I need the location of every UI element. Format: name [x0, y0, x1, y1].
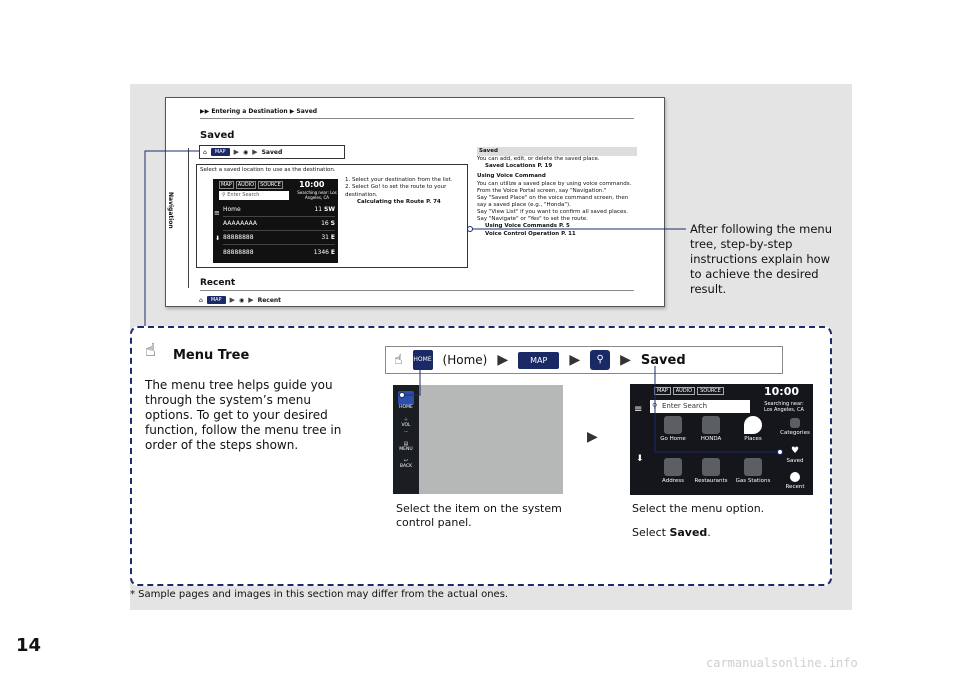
- panel-item: HOME: [399, 405, 413, 410]
- menu-icon[interactable]: ≡: [634, 404, 643, 415]
- side-line: Using Voice Command: [477, 173, 546, 180]
- side-line: Voice Control Operation P. 11: [485, 230, 576, 237]
- step-1: 1. Select your destination from the list.: [345, 177, 453, 183]
- connector-dot: [778, 450, 783, 455]
- sample-title: Saved: [200, 130, 235, 141]
- screen-clock: 10:00: [764, 385, 800, 398]
- side-line: Say "View List" if you want to confirm all saved places.: [477, 209, 628, 216]
- panel-item: VOL: [401, 423, 411, 428]
- home-button-icon: HOME: [413, 350, 433, 370]
- map-chip: MAP: [518, 352, 559, 369]
- tile-label: Address: [662, 478, 684, 484]
- recent-title: Recent: [200, 278, 236, 288]
- side-line: You can utilize a saved place by using voice commands.: [477, 180, 632, 187]
- list-item: Home 11 SW: [223, 203, 335, 217]
- mini-location: Searching near: Los Angeles, CA: [297, 190, 337, 200]
- mini-search-placeholder: Enter Search: [227, 192, 260, 198]
- navigation-icon: ◉: [238, 296, 245, 304]
- side-line: From the Voice Portal screen, say "Navigation.": [477, 187, 607, 194]
- arrow-icon: ▶: [248, 296, 254, 304]
- tile-label: Places: [744, 436, 762, 442]
- home-icon: ⌂: [203, 148, 207, 156]
- pointing-hand-icon: ☝: [145, 340, 156, 361]
- box-title: Select a saved location to use as the destination.: [200, 167, 336, 173]
- map-chip: MAP: [211, 148, 230, 156]
- navigation-icon: ⚲: [590, 350, 610, 370]
- side-line: You can add, edit, or delete the saved place.: [477, 156, 600, 163]
- caption-bold: Saved: [669, 526, 708, 539]
- screen-caption: Select the menu option.: [632, 502, 765, 515]
- tile-label: Restaurants: [694, 478, 728, 484]
- menu-tree-saved: Saved: [640, 352, 686, 368]
- mini-tab: MAP: [221, 182, 232, 188]
- volume-down-icon[interactable]: －: [403, 429, 409, 435]
- tile-label: Gas Stations: [735, 478, 771, 484]
- volume-icon[interactable]: ＋: [403, 417, 409, 423]
- connector-dot: [400, 393, 405, 398]
- connector-dot: [468, 227, 473, 232]
- caption-prefix: Select: [632, 526, 670, 539]
- map-chip: MAP: [207, 296, 226, 304]
- tab-source[interactable]: SOURCE: [697, 387, 724, 395]
- tab-map[interactable]: MAP: [654, 387, 671, 395]
- step-2: 2. Select Go! to set the route to your destination.: [345, 184, 447, 198]
- search-icon: ⚲: [652, 402, 658, 410]
- sample-breadcrumb: ▶▶ Entering a Destination ▶ Saved: [200, 108, 318, 115]
- arrow-icon: ▶: [229, 296, 235, 304]
- pointer-icon: ☝: [394, 352, 403, 368]
- navigation-icon: ◉: [242, 148, 249, 156]
- side-line: Saved Locations P. 19: [485, 163, 553, 170]
- panel-caption: Select the item on the system control panel.: [396, 502, 562, 529]
- menu-tree-description: The menu tree helps guide you through the system’s menu options. To get to your desired function, follow the menu tree in order of the steps shown.: [145, 378, 342, 452]
- menu-icon[interactable]: ▤: [403, 441, 409, 447]
- caption-suffix: .: [707, 526, 711, 539]
- callout-text: After following the menu tree, step-by-step instructions explain how to achieve the desired result.: [690, 222, 833, 296]
- mini-menu-icon: ≡: [214, 209, 220, 217]
- recent-last-item: Recent: [257, 296, 282, 304]
- tile-label: Categories: [780, 430, 810, 436]
- connector-line: [402, 366, 420, 395]
- home-icon: ⌂: [199, 296, 203, 304]
- arrow-icon: ▶: [587, 429, 598, 445]
- tile-label: Go Home: [660, 436, 686, 442]
- footnote: * Sample pages and images in this section may differ from the actual ones.: [130, 589, 509, 600]
- arrow-icon: ▶: [233, 148, 239, 156]
- mini-down-icon: ⬇: [215, 235, 221, 242]
- list-item: 88888888 1346 E: [223, 248, 335, 256]
- tab-audio[interactable]: AUDIO: [673, 387, 695, 395]
- panel-item: BACK: [399, 464, 413, 469]
- tree-last-item: Saved: [261, 148, 283, 156]
- list-item: 88888888 31 E: [223, 231, 335, 245]
- arrow-icon: ▶: [497, 352, 509, 368]
- connector-line: [655, 366, 780, 452]
- home-label: (Home): [442, 353, 488, 367]
- list-item: AAAAAAAA 16 S: [223, 217, 335, 231]
- mini-clock: 10:00: [299, 180, 325, 189]
- watermark: carmanualsonline.info: [706, 656, 858, 670]
- search-placeholder: Enter Search: [662, 402, 708, 410]
- tile-label: Recent: [785, 484, 805, 490]
- screen-location: Searching near: Los Angeles, CA: [764, 401, 804, 413]
- panel-item: MENU: [399, 447, 413, 452]
- tile-label: HONDA: [700, 436, 722, 442]
- side-line: Using Voice Commands P. 5: [485, 223, 570, 230]
- page-number: 14: [16, 635, 42, 656]
- side-line: Say "Navigate" or "Yes" to set the route.: [477, 216, 588, 223]
- tile-label: Saved: [786, 458, 804, 464]
- arrow-icon: ▶: [252, 148, 258, 156]
- menu-tree-title: Menu Tree: [173, 348, 250, 363]
- side-heading: Saved: [477, 147, 637, 156]
- arrow-icon: ▶: [569, 352, 581, 368]
- down-arrow-icon[interactable]: ⬇: [636, 454, 644, 464]
- connector-line: [145, 151, 200, 326]
- search-icon: ⚲: [222, 192, 226, 198]
- mini-tab: SOURCE: [260, 182, 281, 188]
- mini-tab: AUDIO: [237, 182, 255, 188]
- arrow-icon: ▶: [620, 352, 631, 368]
- side-line: Say "Saved Place" on the voice command screen, then say a saved place (e.g., "Honda").: [477, 194, 629, 208]
- step-ref: Calculating the Route P. 74: [357, 199, 441, 206]
- sample-side-tab: Navigation: [167, 192, 174, 229]
- back-icon[interactable]: ↩: [403, 458, 409, 464]
- heart-icon: ♥: [790, 446, 800, 456]
